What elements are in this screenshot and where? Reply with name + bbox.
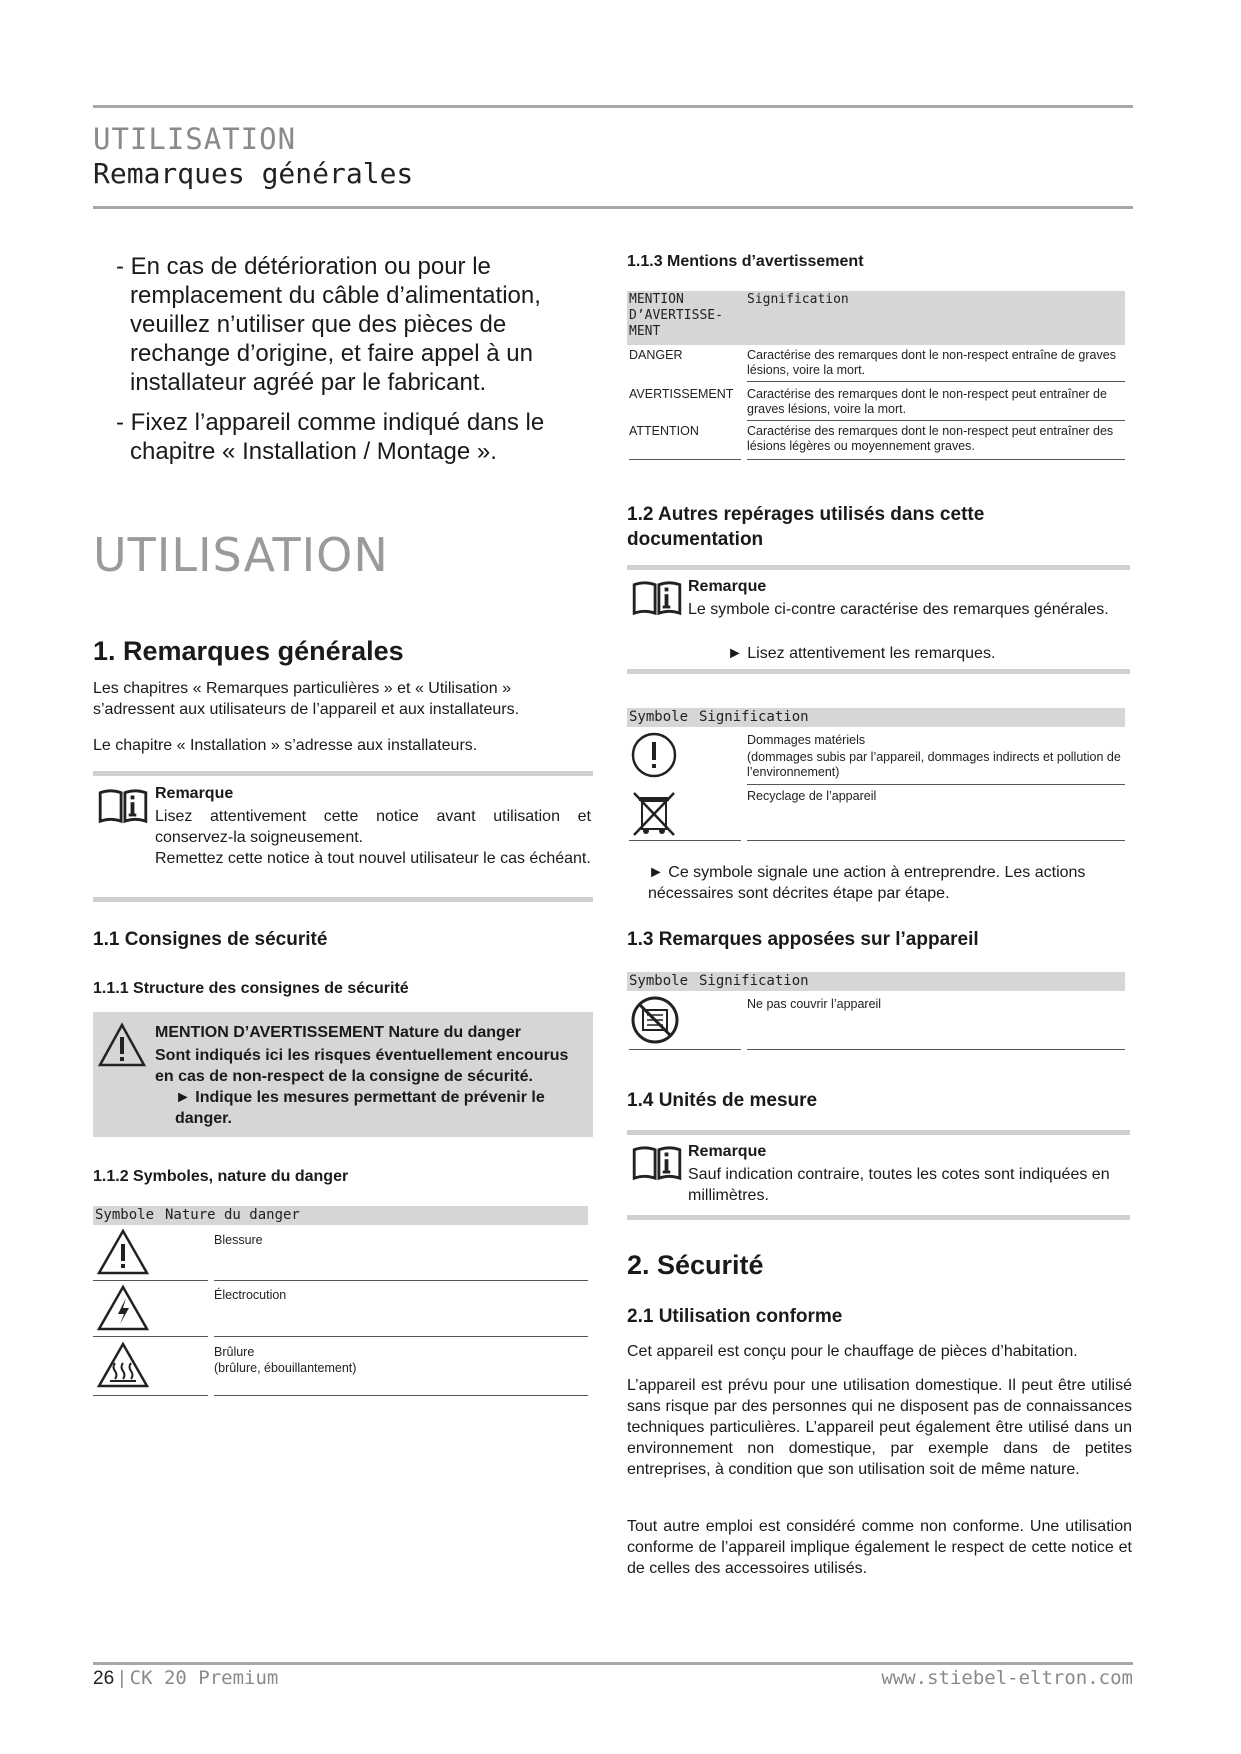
- book-info-icon: [631, 1144, 683, 1182]
- book-info-icon: [631, 579, 683, 617]
- material-damage-icon: [630, 731, 678, 779]
- warning-title: MENTION D’AVERTISSEMENT Nature du danger: [155, 1024, 521, 1041]
- action-paragraph: ► Ce symbole signale une action à entreprendre. Les actions nécessaires sont décrites étape par étape.: [648, 864, 1086, 902]
- table-cell: Brûlure: [214, 1345, 255, 1359]
- table-line: [93, 1395, 208, 1396]
- table-header: [627, 972, 1125, 991]
- footer-separator: |: [119, 1668, 125, 1689]
- header-top-rule: [93, 105, 1133, 108]
- footer-left: [93, 1667, 278, 1690]
- warning-action: ► Indique les mesures permettant de prévenir le danger.: [175, 1089, 545, 1127]
- section-heading-2-1: 2.1 Utilisation conforme: [627, 1306, 843, 1327]
- table-col-nature: Nature du danger: [165, 1207, 300, 1223]
- table-col-signification: Signification: [747, 292, 849, 307]
- section-heading-1-1-2: 1.1.2 Symboles, nature du danger: [93, 1168, 349, 1185]
- recycling-bin-icon: [630, 789, 678, 839]
- table-cell-value: Caractérise des remarques dont le non-respect peut entraîner des lésions légères ou moyennement graves.: [747, 424, 1114, 453]
- table-cell: Ne pas couvrir l’appareil: [747, 997, 882, 1011]
- table-col-signification: Signification: [699, 973, 809, 989]
- table-header: [93, 1206, 588, 1225]
- section-heading-1-1: 1.1 Consignes de sécurité: [93, 929, 328, 950]
- section-heading-2: 2. Sécurité: [627, 1250, 764, 1280]
- table-col-symbole: Symbole: [629, 973, 689, 989]
- note-box: [93, 771, 593, 903]
- table-line: [629, 840, 741, 841]
- section-heading-1-3: 1.3 Remarques apposées sur l’appareil: [627, 929, 979, 950]
- note-top-bar: [627, 1130, 1130, 1135]
- table-line: [747, 420, 1125, 421]
- table-cell: Électrocution: [214, 1288, 287, 1302]
- table-line: [214, 1280, 588, 1281]
- table-cell: Dommages matériels: [747, 733, 866, 747]
- note-action: ► Lisez attentivement les remarques.: [727, 645, 996, 662]
- electrocution-triangle-icon: [96, 1284, 150, 1332]
- table-line: [93, 1280, 208, 1281]
- do-not-cover-icon: [630, 995, 680, 1045]
- table-line: [214, 1395, 588, 1396]
- table-cell-key: AVERTISSEMENT: [629, 387, 734, 401]
- table-cell-value: Caractérise des remarques dont le non-respect entraîne de graves lésions, voire la mort.: [747, 348, 1116, 377]
- section-heading-1-1-3: 1.1.3 Mentions d’avertissement: [627, 253, 864, 270]
- paragraph: L’appareil est prévu pour une utilisation domestique. Il peut être utilisé sans risque par des personnes qui ne disposent pas de connaissances techniques particulières. L’appareil peut également être utilisé dans un environnement non domestique, par exemple dans de petites entreprises, à condition que son utilisation soit de même nature.: [627, 1377, 1132, 1478]
- table-cell: (brûlure, ébouillantement): [214, 1361, 357, 1375]
- note-bottom-bar: [627, 669, 1130, 674]
- section-heading-1-2: 1.2 Autres repérages utilisés dans cette documentation: [627, 504, 985, 550]
- note-title: Remarque: [688, 578, 767, 595]
- paragraph: Les chapitres « Remarques particulières » et « Utilisation » s’adressent aux utilisateurs de l’appareil et aux installateurs.: [93, 680, 520, 718]
- product-name: CK 20 Premium: [129, 1667, 279, 1689]
- note-body: Remettez cette notice à tout nouvel utilisateur le cas échéant.: [155, 850, 591, 867]
- note-title: Remarque: [688, 1143, 767, 1160]
- table-line: [93, 1336, 208, 1337]
- note-bottom-bar: [627, 1215, 1130, 1220]
- footer-rule: [93, 1662, 1133, 1665]
- paragraph: Tout autre emploi est considéré comme non conforme. Une utilisation conforme de l’appareil implique également le respect de cette notice et de celles des accessoires utilisés.: [627, 1518, 1132, 1577]
- warning-box: [93, 1012, 593, 1137]
- injury-triangle-icon: [96, 1228, 150, 1276]
- table-line: [747, 840, 1125, 841]
- note-title: Remarque: [155, 785, 234, 802]
- footer-url[interactable]: www.stiebel-eltron.com: [881, 1667, 1133, 1689]
- table-col-symbole: Symbole: [629, 709, 689, 725]
- note-top-bar: [93, 771, 593, 776]
- bullet-item: - Fixez l’appareil comme indiqué dans le chapitre « Installation / Montage ».: [116, 409, 545, 465]
- page-number: 26: [93, 1668, 115, 1689]
- header-section: UTILISATION: [93, 122, 297, 156]
- table-line: [629, 1049, 741, 1050]
- chapter-title: UTILISATION: [93, 528, 389, 582]
- table-cell: Recyclage de l’appareil: [747, 789, 877, 803]
- paragraph: Cet appareil est conçu pour le chauffage de pièces d’habitation.: [627, 1343, 1078, 1360]
- table-cell: (dommages subis par l’appareil, dommages indirects et pollution de l’environnement): [747, 750, 1121, 779]
- paragraph: Le chapitre « Installation » s’adresse aux installateurs.: [93, 737, 478, 754]
- note-body: Sauf indication contraire, toutes les cotes sont indiquées en millimètres.: [688, 1166, 1110, 1204]
- section-heading-1-4: 1.4 Unités de mesure: [627, 1090, 818, 1111]
- section-heading-1-1-1: 1.1.1 Structure des consignes de sécurité: [93, 980, 409, 997]
- table-col-mention: MENTION D’AVERTISSE-MENT: [629, 292, 723, 339]
- table-line: [747, 1049, 1125, 1050]
- book-info-icon: [97, 787, 149, 825]
- warning-text: Sont indiqués ici les risques éventuellement encourus en cas de non-respect de la consigne de sécurité.: [155, 1047, 569, 1085]
- table-header: [627, 291, 1125, 345]
- note-top-bar: [627, 565, 1130, 570]
- note-body: Le symbole ci-contre caractérise des remarques générales.: [688, 601, 1109, 618]
- bullet-item: - En cas de détérioration ou pour le remplacement du câble d’alimentation, veuillez n’utiliser que des pièces de rechange d’origine, et faire appel à un installateur agréé par le fabricant.: [116, 253, 541, 396]
- table-line: [747, 381, 1125, 382]
- note-bottom-bar: [93, 897, 593, 902]
- header-subtitle: Remarques générales: [93, 157, 414, 190]
- table-cell: Blessure: [214, 1233, 263, 1247]
- intro-bullets: [108, 252, 593, 477]
- table-col-symbole: Symbole: [95, 1207, 155, 1223]
- table-cell-key: DANGER: [629, 348, 683, 362]
- note-body: Lisez attentivement cette notice avant utilisation et conservez-la soigneusement.: [155, 808, 591, 846]
- note-box: [627, 565, 1130, 677]
- burn-triangle-icon: [96, 1341, 150, 1389]
- table-col-signification: Signification: [699, 709, 809, 725]
- table-line: [629, 459, 741, 460]
- table-cell-value: Caractérise des remarques dont le non-respect peut entraîner de graves lésions, voire la mort.: [747, 387, 1107, 416]
- note-box: [627, 1130, 1130, 1222]
- table-line: [747, 459, 1125, 460]
- table-line: [747, 784, 1125, 785]
- warning-triangle-icon: [97, 1022, 147, 1068]
- header-bottom-rule: [93, 206, 1133, 209]
- table-header: [627, 708, 1125, 727]
- table-cell-key: ATTENTION: [629, 424, 699, 438]
- section-heading-1: 1. Remarques générales: [93, 636, 404, 666]
- table-line: [214, 1336, 588, 1337]
